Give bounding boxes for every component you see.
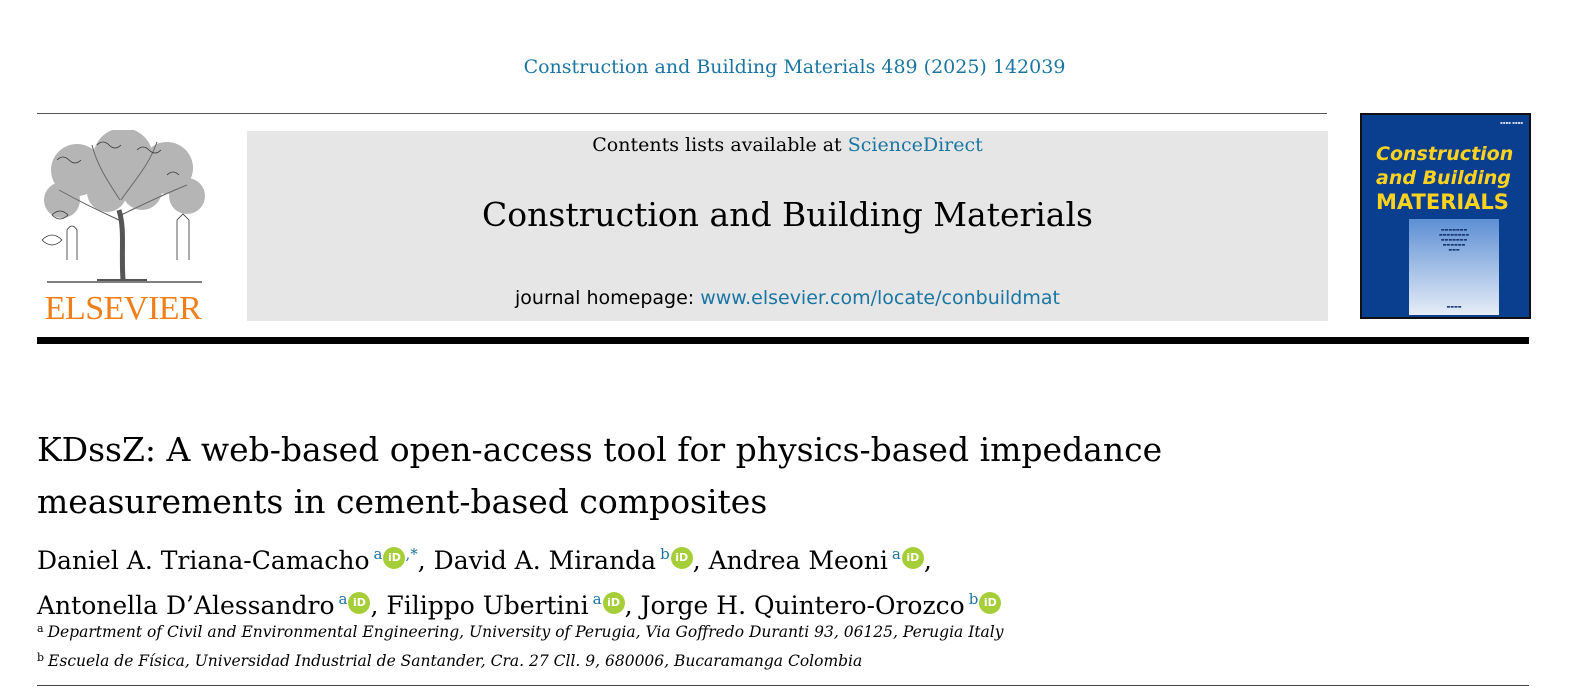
affiliation-marker[interactable]: a [592, 590, 602, 608]
author-name[interactable]: Andrea Meoni [708, 546, 888, 575]
affiliation-label: a [37, 622, 44, 635]
author-name[interactable]: Antonella D’Alessandro [37, 591, 335, 620]
article-title-line2: measurements in cement-based composites [37, 482, 768, 521]
elsevier-wordmark: ELSEVIER [44, 290, 202, 327]
affiliation-item [37, 616, 1337, 645]
journal-citation[interactable]: Construction and Building Materials 489 (2025) 142039 [523, 56, 1066, 78]
affiliation-marker[interactable]: a [891, 545, 901, 563]
author-entry: Daniel A. Triana-Camacho $^a$ iD ,* [37, 545, 418, 575]
cover-blurb-graphic: ▬▬▬▬▬▬▬ ▬▬▬▬▬▬▬▬ ▬▬▬▬▬▬▬ ▬▬▬▬▬▬ ▬▬▬ [1438, 227, 1470, 252]
orcid-icon[interactable]: iD [348, 592, 370, 614]
affiliation-marker[interactable]: b [968, 590, 979, 608]
header-top-rule [37, 113, 1327, 114]
affiliation-marker[interactable]: b [660, 545, 670, 563]
author-name[interactable]: Daniel A. Triana-Camacho [37, 546, 370, 575]
affiliation-marker[interactable]: a [373, 545, 383, 563]
affiliation-label: b [37, 651, 45, 664]
affiliation-list [37, 616, 1337, 674]
cover-title-line1: Construction [1376, 143, 1514, 165]
journal-homepage-link[interactable]: www.elsevier.com/locate/conbuildmat [700, 287, 1060, 309]
journal-name: Construction and Building Materials [482, 195, 1093, 234]
author-list: Daniel A. Triana-Camacho $^a$ iD ,*, David A. Miranda $^b$ iD , Andrea Meoni $^a$ iD , Antonella D’Alessandro $^a$ iD , Filippo Ubertini $^a$ iD , Jorge H. Quintero-Orozco $^b$ iD [37, 535, 1237, 625]
contents-lists-line [247, 134, 1328, 156]
cover-issn-mark: ▪▪▪▪ ▪▪▪▪ [1500, 120, 1523, 125]
journal-homepage-line [247, 287, 1328, 309]
contents-prefix: Contents lists available at [592, 134, 848, 156]
header-thick-rule [37, 337, 1529, 344]
article-title [37, 424, 1237, 528]
sciencedirect-link[interactable]: ScienceDirect [847, 134, 983, 156]
cover-footer-graphic: ▬▬▬▬ [1446, 304, 1462, 309]
orcid-icon[interactable]: iD [383, 547, 405, 569]
cover-gradient-band [1409, 219, 1499, 315]
author-entry [709, 546, 924, 575]
cover-title-line3: MATERIALS [1376, 190, 1509, 214]
section-divider [37, 685, 1529, 686]
author-name[interactable]: David A. Miranda [433, 546, 657, 575]
author-entry [434, 546, 693, 575]
cover-title-line2: and Building [1376, 167, 1511, 189]
homepage-prefix: journal homepage: [515, 287, 701, 309]
orcid-icon[interactable]: iD [671, 547, 693, 569]
journal-cover-image[interactable] [1360, 113, 1531, 319]
journal-banner [247, 131, 1328, 321]
article-title-line1: KDssZ: A web-based open-access tool for physics-based impedance [37, 430, 1163, 469]
author-name[interactable]: Filippo Ubertini [386, 591, 589, 620]
affiliation-text: Department of Civil and Environmental Engineering, University of Perugia, Via Goffredo Duranti 93, 06125, Perugia Italy [47, 623, 1004, 641]
orcid-icon[interactable]: iD [979, 592, 1001, 614]
orcid-icon[interactable]: iD [902, 547, 924, 569]
affiliation-marker[interactable]: a [338, 590, 348, 608]
orcid-icon[interactable]: iD [603, 592, 625, 614]
author-name[interactable]: Jorge H. Quintero-Orozco [640, 591, 965, 620]
cover-title [1376, 142, 1513, 214]
affiliation-text: Escuela de Física, Universidad Industrial de Santander, Cra. 27 Cll. 9, 680006, Bucaramanga Colombia [48, 652, 863, 670]
affiliation-item [37, 645, 1337, 674]
corresponding-author-marker[interactable]: * [410, 545, 418, 563]
